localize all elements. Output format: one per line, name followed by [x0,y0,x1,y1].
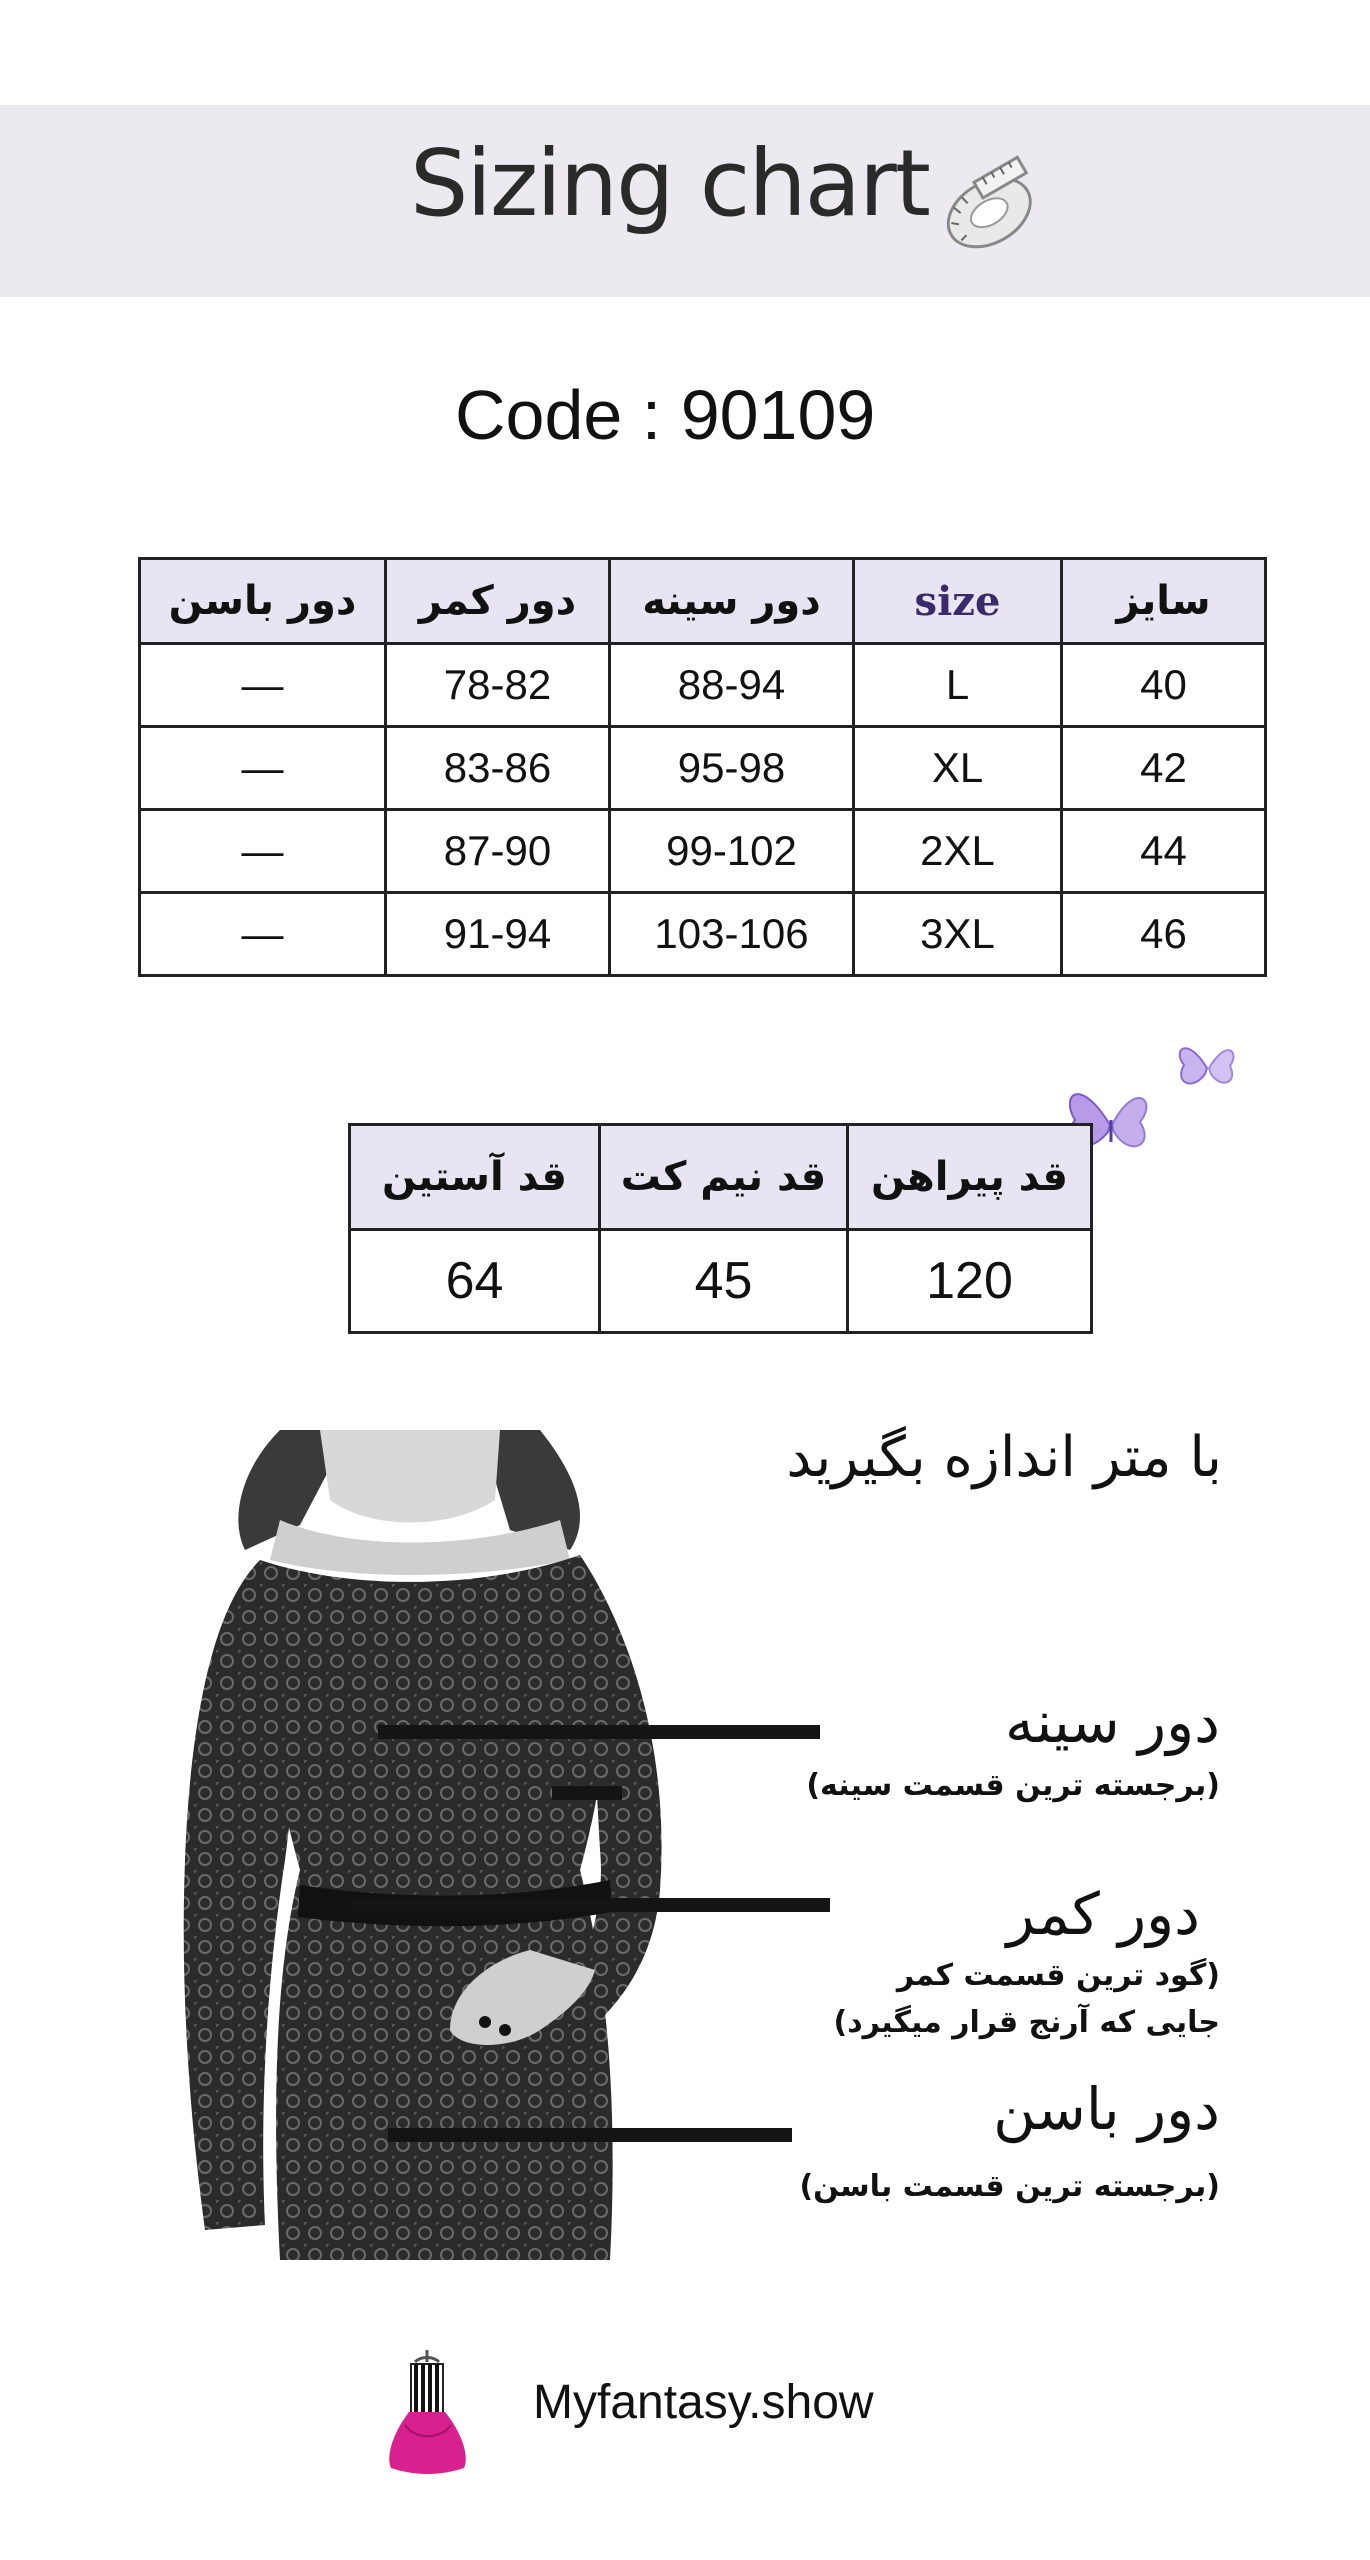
header-jacket-length: قد نیم کت [600,1125,848,1230]
sleeve-length-value: 64 [350,1230,600,1333]
brand-name: Myfantasy.show [533,2376,874,2429]
bust-cell: 103-106 [610,893,854,976]
table-row [140,893,1266,976]
size-letter-cell: 2XL [854,810,1062,893]
waist-note-1: (گود ترین قسمت کمر [896,1958,1220,1993]
bust-cell: 99-102 [610,810,854,893]
waist-cell: 87-90 [386,810,610,893]
jacket-length-value: 45 [600,1230,848,1333]
measure-guide-heading: با متر اندازه بگیرید [786,1425,1222,1490]
waist-label-group [834,1880,1221,2040]
size-number-cell: 40 [1062,644,1266,727]
hip-cell: — [140,893,386,976]
hip-cell: — [140,810,386,893]
size-letter-cell: L [854,644,1062,727]
bust-cell: 95-98 [610,727,854,810]
dress-length-value: 120 [848,1230,1092,1333]
hip-label-group [799,2075,1220,2204]
dress-logo-icon [385,2350,470,2475]
bust-sub-line [552,1786,622,1800]
butterfly-icon [1172,1030,1242,1100]
length-table-header-row [350,1125,1092,1230]
table-row [140,727,1266,810]
waist-cell: 83-86 [386,727,610,810]
hip-cell: — [140,644,386,727]
header-bust: دور سینه [610,559,854,644]
bust-cell: 88-94 [610,644,854,727]
header-waist: دور کمر [386,559,610,644]
bust-label-group [806,1688,1220,1803]
waist-measure-line [352,1898,830,1912]
size-letter-cell: 3XL [854,893,1062,976]
waist-cell: 91-94 [386,893,610,976]
size-letter-cell: XL [854,727,1062,810]
waist-cell: 78-82 [386,644,610,727]
header-sleeve-length: قد آستین [350,1125,600,1230]
size-number-cell: 46 [1062,893,1266,976]
header-dress-length: قد پیراهن [848,1125,1092,1230]
size-table [138,557,1267,977]
size-number-cell: 42 [1062,727,1266,810]
size-number-cell: 44 [1062,810,1266,893]
waist-label: دور کمر [1006,1880,1200,1948]
page-title: Sizing chart [410,130,929,237]
bust-measure-line [378,1725,820,1739]
measuring-tape-icon [930,150,1050,265]
bust-label: دور سینه [1005,1688,1220,1756]
length-table [348,1123,1093,1334]
product-code: Code : 90109 [455,376,876,454]
table-row [350,1230,1092,1333]
waist-note-2: جایی که آرنج قرار میگیرد) [833,2005,1220,2040]
hip-cell: — [140,727,386,810]
hip-note: (برجسته ترین قسمت باسن) [799,2169,1220,2204]
header-size-latin: size [854,559,1062,644]
hip-label: دور باسن [993,2075,1220,2143]
table-row [140,810,1266,893]
hip-measure-line [388,2128,792,2142]
table-row [140,644,1266,727]
size-table-header-row [140,559,1266,644]
header-size: سایز [1062,559,1266,644]
header-hip: دور باسن [140,559,386,644]
bust-note: (برجسته ترین قسمت سینه) [806,1768,1220,1803]
